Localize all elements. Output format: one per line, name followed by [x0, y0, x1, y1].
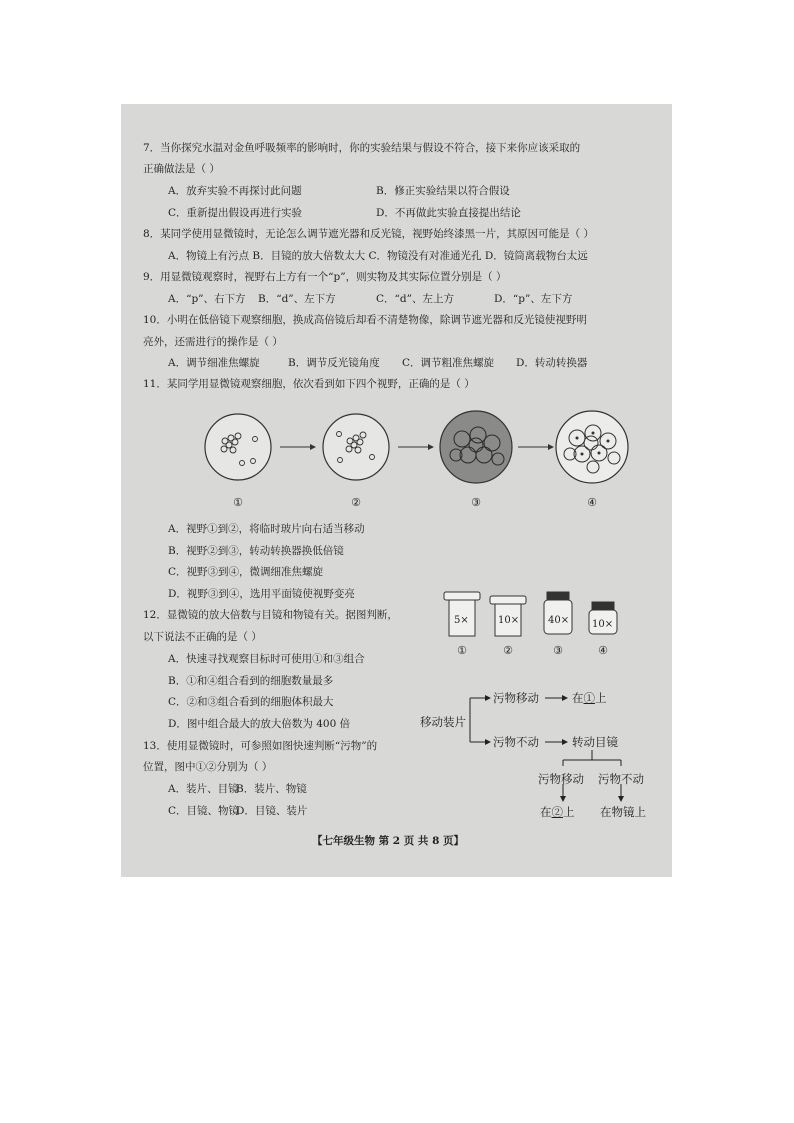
q7-option-c: C．重新提出假设再进行实验	[168, 207, 303, 219]
q7-stem-line2: 正确做法是（ ）	[143, 163, 220, 175]
field-1-label: ①	[233, 496, 243, 509]
lens-3-number: ③	[553, 644, 563, 657]
q8-options: A．物镜上有污点 B．目镜的放大倍数太大 C．物镜没有对准通光孔 D．镜筒离载物台太远	[168, 250, 588, 262]
q11-option-d: D．视野③到④，选用平面镜使视野变亮	[168, 588, 355, 600]
q11-option-a: A．视野①到②，将临时玻片向右适当移动	[168, 523, 365, 535]
flow-result-2: 在②上	[540, 805, 575, 819]
flow-root-move-slide: 移动装片	[420, 715, 466, 729]
q12-stem-line2: 以下说法不正确的是（ ）	[143, 631, 262, 643]
q13-option-d: D．目镜、装片	[236, 805, 308, 817]
lens-2-label: 10×	[498, 615, 520, 626]
field-4-label: ④	[587, 496, 597, 509]
q13-option-b: B．装片、物镜	[236, 783, 307, 795]
q12-stem-line1: 12．显微镜的放大倍数与目镜和物镜有关。据图判断，	[143, 609, 398, 621]
field-3-label: ③	[471, 496, 481, 509]
q12-option-a: A．快速寻找观察目标时可使用①和③组合	[168, 653, 365, 665]
q11-microscope-fields-figure	[200, 405, 640, 495]
q8-stem: 8．某同学使用显微镜时，无论怎么调节遮光器和反光镜，视野始终漆黑一片，其原因可能是（ ）	[143, 228, 595, 240]
lens-4-label: 10×	[592, 619, 614, 630]
field-2-label: ②	[351, 496, 361, 509]
flow-dirt-stays: 污物不动	[493, 735, 539, 749]
field-4-circle	[556, 411, 628, 483]
q13-option-a: A．装片、目镜	[168, 783, 239, 795]
q7-option-d: D．不再做此实验直接提出结论	[376, 207, 521, 219]
lens-1-label: 5×	[454, 615, 469, 626]
q10-option-d: D．转动转换器	[516, 357, 588, 369]
q9-option-b: B．“d”、左下方	[258, 293, 336, 305]
flow-dirt-stays-2: 污物不动	[598, 772, 644, 786]
q10-option-a: A．调节细准焦螺旋	[168, 357, 260, 369]
q11-option-b: B．视野②到③，转动转换器换低倍镜	[168, 545, 344, 557]
flow-rotate-eyepiece: 转动目镜	[572, 735, 618, 749]
lens-4-number: ④	[598, 644, 608, 657]
q12-option-d: D．图中组合最大的放大倍数为 400 倍	[168, 718, 351, 730]
q7-option-a: A．放弃实验不再探讨此问题	[168, 185, 302, 197]
field-3-circle	[440, 411, 512, 483]
lens-3-label: 40×	[548, 615, 570, 626]
lens-1-number: ①	[457, 644, 467, 657]
q9-option-c: C．“d”、左上方	[376, 293, 454, 305]
flow-dirt-moves: 污物移动	[493, 691, 539, 705]
lens-2-number: ②	[503, 644, 513, 657]
q10-stem-line2: 亮外，还需进行的操作是（ ）	[143, 336, 283, 348]
q9-option-d: D．“p”、左下方	[494, 293, 573, 305]
q7-option-b: B．修正实验结果以符合假设	[376, 185, 510, 197]
q9-stem: 9．用显微镜观察时，视野右上方有一个“p”，则实物及其实际位置分别是（ ）	[143, 271, 507, 283]
q10-option-c: C．调节粗准焦螺旋	[402, 357, 495, 369]
q7-stem-line1: 7．当你探究水温对金鱼呼吸频率的影响时，你的实验结果与假设不符合，接下来你应该采取的	[143, 142, 581, 154]
q13-stem-line1: 13．使用显微镜时，可参照如图快速判断“污物”的	[143, 740, 378, 752]
q10-stem-line1: 10．小明在低倍镜下观察细胞，换成高倍镜后却看不清楚物像，除调节遮光器和反光镜使视野明	[143, 314, 587, 326]
flow-blank-2: ②	[551, 805, 563, 819]
q12-option-b: B．①和④组合看到的细胞数量最多	[168, 675, 334, 687]
flow-result-1: 在①上	[572, 691, 607, 705]
q13-option-c: C．目镜、物镜	[168, 805, 240, 817]
q13-stem-line2: 位置，图中①②分别为（ ）	[143, 761, 273, 773]
q11-option-c: C．视野③到④，微调细准焦螺旋	[168, 566, 324, 578]
q9-option-a: A．“p”、右下方	[168, 293, 246, 305]
flow-blank-1: ①	[583, 691, 595, 705]
q12-option-c: C．②和③组合看到的细胞体积最大	[168, 696, 334, 708]
q11-stem: 11．某同学用显微镜观察细胞，依次看到如下四个视野，正确的是（ ）	[143, 378, 475, 390]
flow-dirt-moves-2: 污物移动	[538, 772, 584, 786]
page-footer: 【七年级生物 第 2 页 共 8 页】	[312, 835, 465, 847]
q10-option-b: B．调节反光镜角度	[288, 357, 380, 369]
flow-result-objective: 在物镜上	[600, 805, 646, 819]
q13-flowchart-lines	[460, 690, 650, 810]
field-1-circle	[205, 414, 271, 480]
